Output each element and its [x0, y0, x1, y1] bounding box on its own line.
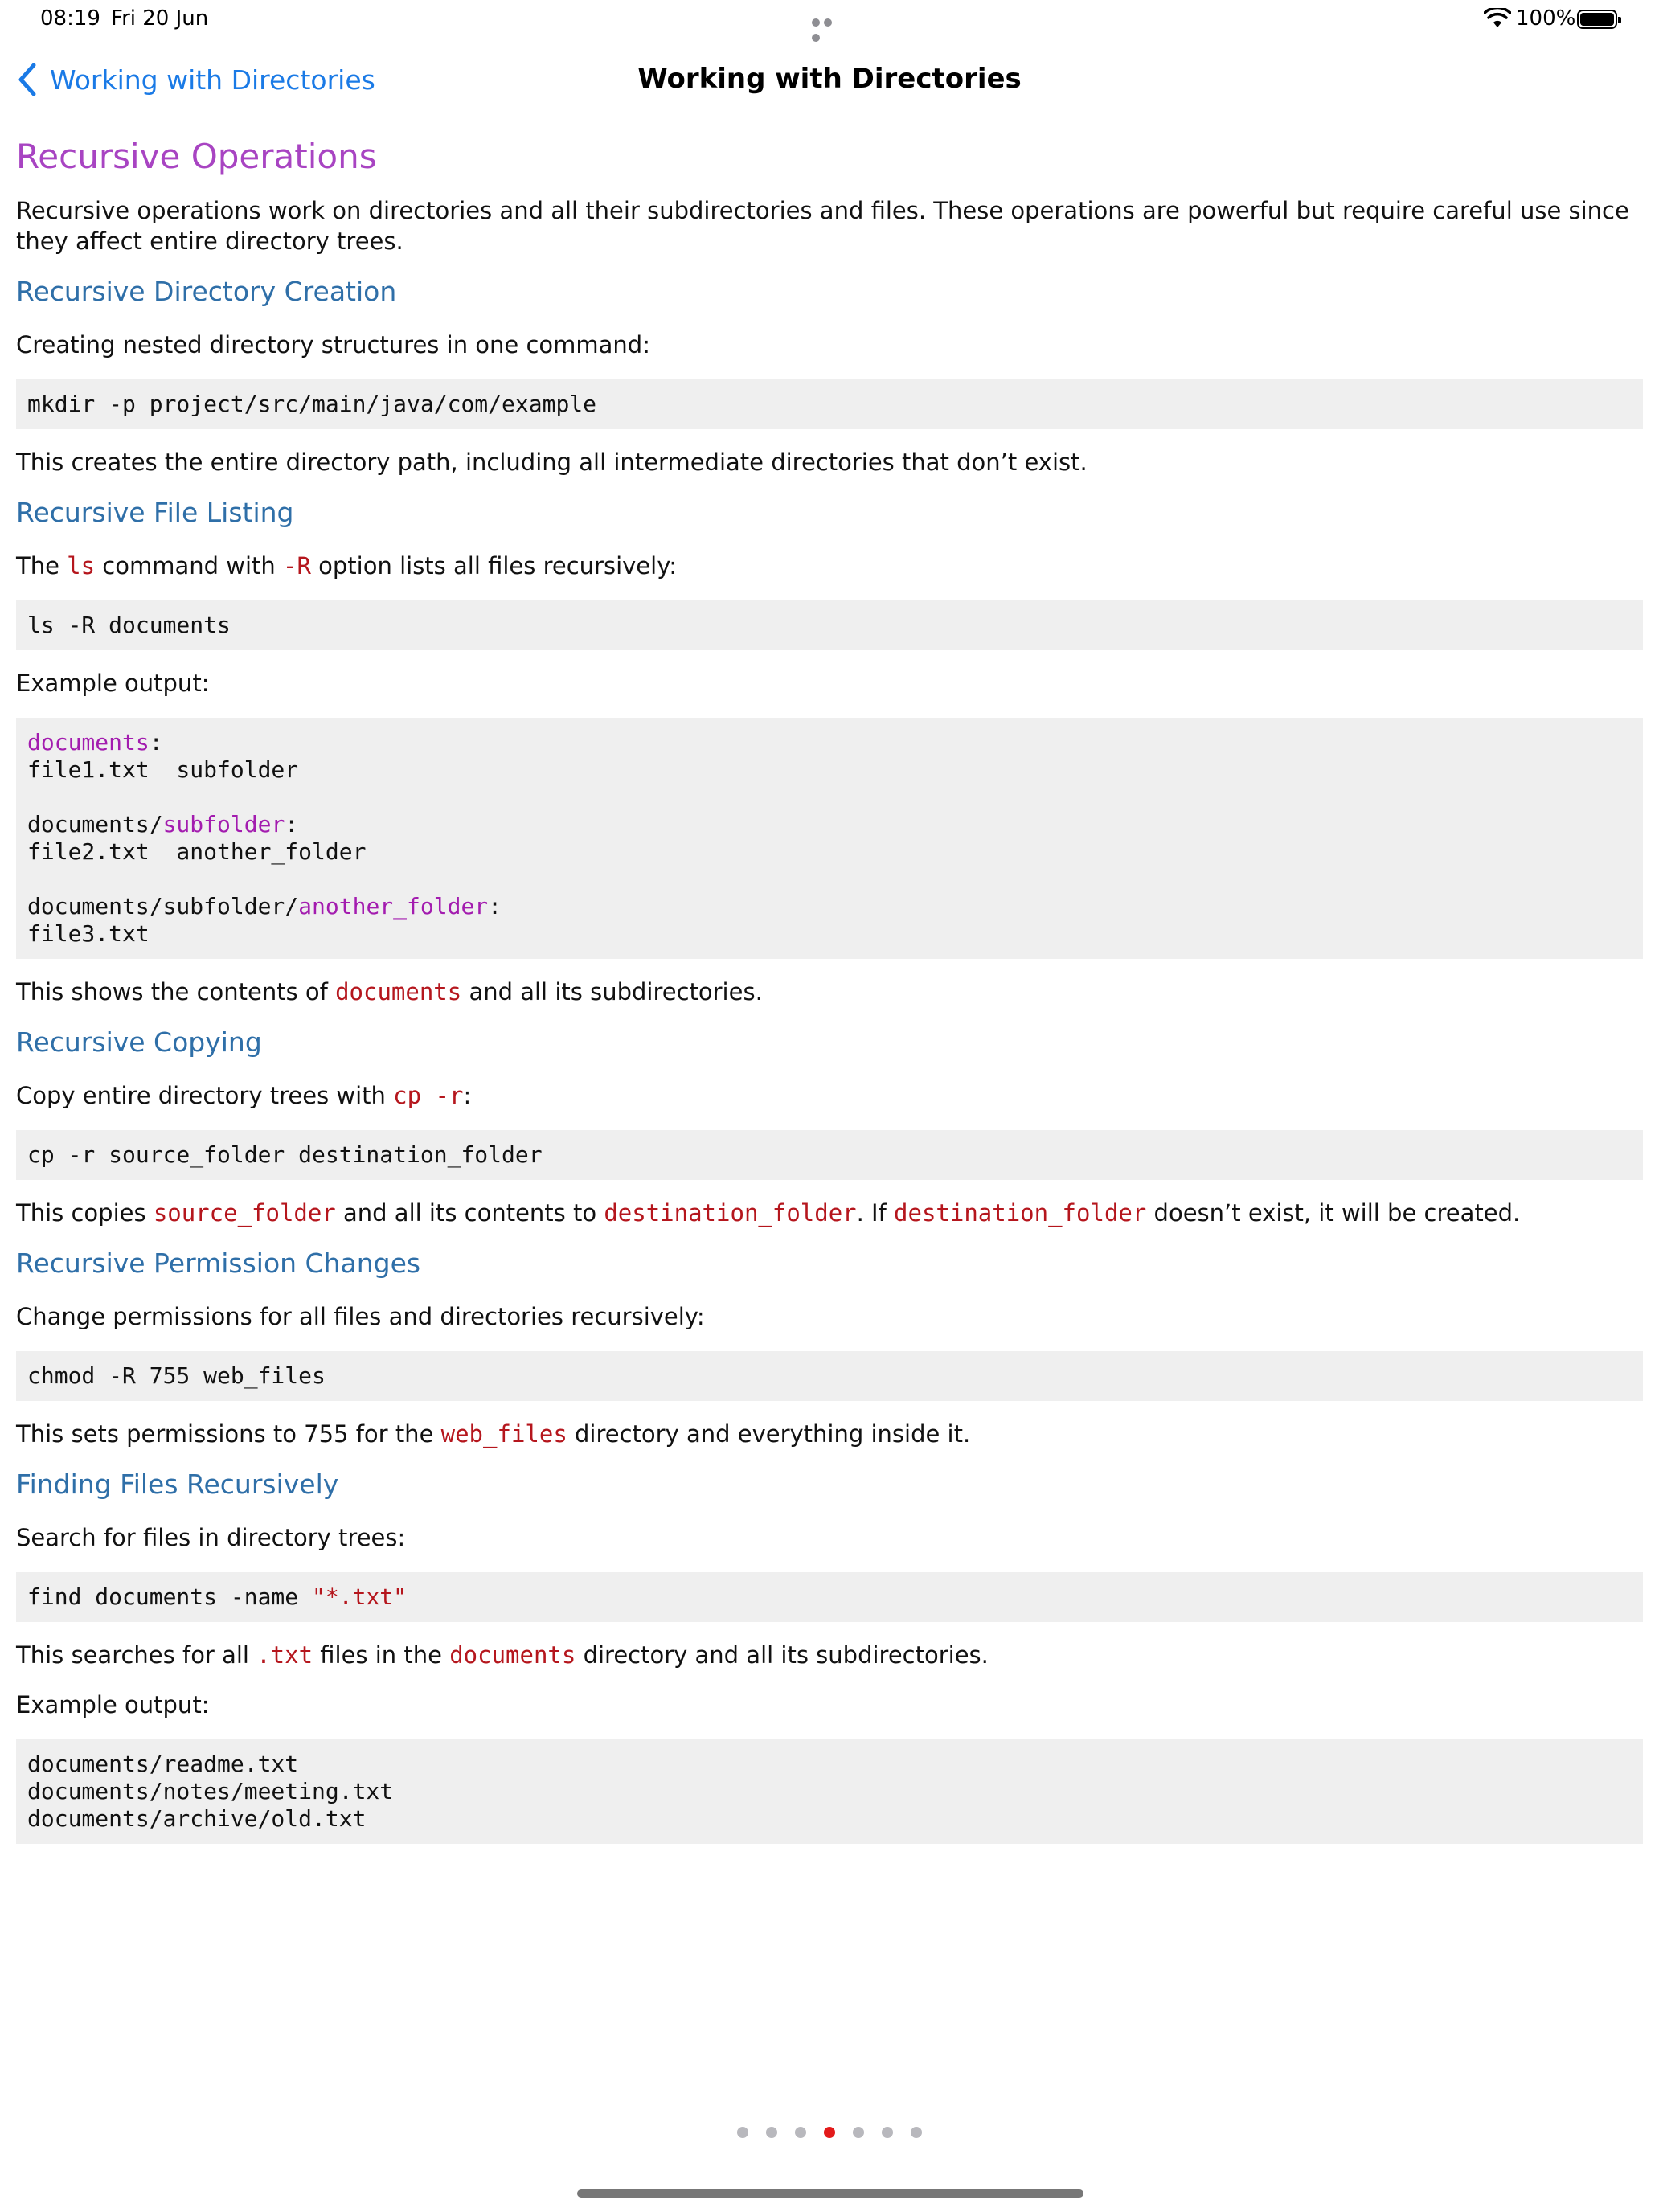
- inline-code: documents: [335, 978, 462, 1006]
- inline-code: ls: [67, 552, 96, 580]
- section-text: This shows the contents of documents and all its subdirectories.: [16, 978, 763, 1006]
- code-block-find[interactable]: find documents -name "*.txt": [16, 1572, 1643, 1622]
- battery-icon: [1577, 10, 1617, 29]
- article-content: [16, 137, 1643, 1862]
- section-text: This copies source_folder and all its contents to destination_folder. If destination_folder doesn’t exist, it will be created.: [16, 1199, 1521, 1227]
- page-dot[interactable]: [882, 2127, 893, 2138]
- code-block-cp[interactable]: cp -r source_folder destination_folder: [16, 1130, 1643, 1180]
- page-title: Working with Directories: [637, 63, 1022, 95]
- page-dot[interactable]: [911, 2127, 922, 2138]
- inline-code: -R: [283, 552, 311, 580]
- section-text: The ls command with -R option lists all files recursively:: [16, 552, 678, 580]
- section-heading-directory-creation: Recursive Directory Creation: [16, 276, 397, 307]
- status-date: Fri 20 Jun: [111, 6, 209, 31]
- page-dot[interactable]: [853, 2127, 864, 2138]
- example-label: Example output:: [16, 670, 210, 697]
- code-block-mkdir[interactable]: mkdir -p project/src/main/java/com/example: [16, 379, 1643, 429]
- inline-code: destination_folder: [604, 1199, 857, 1227]
- section-text: Creating nested directory structures in one command:: [16, 331, 650, 358]
- status-time: 08:19: [40, 6, 100, 31]
- section-text: Copy entire directory trees with cp -r:: [16, 1082, 472, 1109]
- inline-code: destination_folder: [894, 1199, 1147, 1227]
- page-dot[interactable]: [737, 2127, 748, 2138]
- section-heading-copying: Recursive Copying: [16, 1026, 262, 1058]
- inline-code: web_files: [440, 1420, 567, 1448]
- section-heading-file-listing: Recursive File Listing: [16, 497, 294, 528]
- code-block-ls[interactable]: ls -R documents: [16, 600, 1643, 650]
- code-block-ls-output[interactable]: documents: file1.txt subfolder documents/subfolder: file2.txt another_folder documents/subfolder/another_folder: file3.txt: [16, 718, 1643, 959]
- page-indicator[interactable]: [0, 2126, 1659, 2141]
- inline-code: source_folder: [153, 1199, 336, 1227]
- page-dot[interactable]: [795, 2127, 806, 2138]
- code-block-find-output[interactable]: documents/readme.txt documents/notes/meeting.txt documents/archive/old.txt: [16, 1739, 1643, 1844]
- intro-paragraph: Recursive operations work on directories and all their subdirectories and files. These operations are powerful but require careful use since they affect entire directory trees.: [16, 197, 1629, 255]
- inline-code: .txt: [256, 1641, 313, 1669]
- inline-code: documents: [449, 1641, 576, 1669]
- article-heading: Recursive Operations: [16, 137, 377, 176]
- section-text: This creates the entire directory path, including all intermediate directories that don’t exist.: [16, 449, 1088, 476]
- section-heading-finding-files: Finding Files Recursively: [16, 1469, 339, 1500]
- section-text: This sets permissions to 755 for the web_files directory and everything inside it.: [16, 1420, 971, 1448]
- section-text: Change permissions for all files and directories recursively:: [16, 1303, 705, 1330]
- status-bar: [0, 0, 1659, 39]
- code-block-chmod[interactable]: chmod -R 755 web_files: [16, 1351, 1643, 1401]
- page-dot-active[interactable]: [824, 2127, 835, 2138]
- section-text: Search for files in directory trees:: [16, 1524, 406, 1551]
- multitasking-dots-icon[interactable]: [812, 14, 847, 23]
- navigation-bar: [0, 48, 1659, 113]
- wifi-icon: [1484, 8, 1511, 29]
- inline-code: cp -r: [393, 1082, 464, 1109]
- page-dot[interactable]: [766, 2127, 777, 2138]
- home-indicator[interactable]: [577, 2189, 1083, 2198]
- back-button-label: Working with Directories: [50, 63, 375, 96]
- example-label: Example output:: [16, 1691, 210, 1718]
- section-heading-permissions: Recursive Permission Changes: [16, 1247, 421, 1279]
- section-text: This searches for all .txt files in the documents directory and all its subdirectories.: [16, 1641, 989, 1669]
- battery-percent: 100%: [1516, 6, 1576, 31]
